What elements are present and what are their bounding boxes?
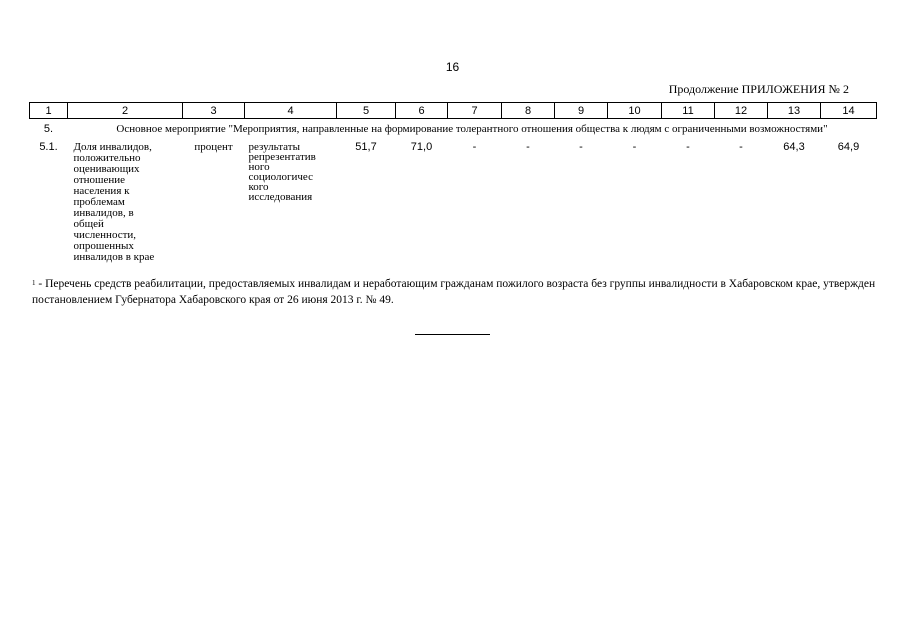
column-number-row xyxy=(30,103,877,119)
section-title: Основное мероприятие "Мероприятия, направленные на формирование толерантного отношения общества к людям с ограниченными возможностями" xyxy=(116,123,828,135)
source-line: репрезентатив xyxy=(248,151,316,163)
column-number: 7 xyxy=(448,103,502,119)
value-col-11: - xyxy=(686,141,690,153)
column-number: 14 xyxy=(821,103,877,119)
value-col-14: 64,9 xyxy=(837,141,860,153)
value-col-9: - xyxy=(579,141,583,153)
section-number: 5. xyxy=(43,123,54,135)
appendix-table xyxy=(29,102,877,263)
footnote-marker: 1 xyxy=(32,279,36,287)
source-line: исследования xyxy=(248,191,313,203)
column-number: 3 xyxy=(183,103,245,119)
indicator-line: общей xyxy=(73,218,104,230)
section-row xyxy=(30,119,877,136)
table-row xyxy=(30,135,877,263)
end-rule xyxy=(415,334,490,335)
value-col-5: 51,7 xyxy=(355,141,377,153)
indicator-line: отношение xyxy=(73,174,126,186)
value-col-12: - xyxy=(739,141,743,153)
row-number: 5.1. xyxy=(39,141,58,153)
value-col-7: - xyxy=(472,141,477,153)
source-line: социологичес xyxy=(248,171,313,183)
indicator-line: проблемам xyxy=(73,196,125,208)
footnote-text: - Перечень средств реабилитации, предоставляемых инвалидам и неработающим гражданам пожилого возраста без группы инвалидности в Хабаровском крае, утвержден постановлением Губернатора Хабаровского края от 26 июня 2013 г. № 49. xyxy=(32,278,876,306)
indicator-line: инвалидов в крае xyxy=(73,251,155,263)
continuation-caption: Продолжение ПРИЛОЖЕНИЯ № 2 xyxy=(668,82,849,96)
page-number: 16 xyxy=(445,60,460,74)
value-col-13: 64,3 xyxy=(783,141,805,153)
column-number: 9 xyxy=(555,103,608,119)
column-number: 5 xyxy=(337,103,396,119)
value-col-10: - xyxy=(632,141,637,153)
indicator-name xyxy=(68,135,183,263)
source-line: ного xyxy=(248,161,270,173)
indicator-line: численности, xyxy=(73,229,137,241)
source-line: кого xyxy=(248,181,269,193)
column-number: 12 xyxy=(715,103,768,119)
value-col-8: - xyxy=(526,141,530,153)
indicator-line: Доля инвалидов, xyxy=(73,141,152,153)
data-source xyxy=(245,135,337,263)
indicator-line: положительно xyxy=(73,152,141,164)
column-number: 6 xyxy=(396,103,448,119)
column-number: 4 xyxy=(245,103,337,119)
value-col-6: 71,0 xyxy=(410,141,433,153)
indicator-line: оценивающих xyxy=(73,163,140,175)
indicator-line: населения к xyxy=(73,185,130,197)
column-number: 2 xyxy=(68,103,183,119)
column-number: 10 xyxy=(608,103,662,119)
column-number: 11 xyxy=(662,103,715,119)
column-number: 8 xyxy=(502,103,555,119)
source-line: результаты xyxy=(248,141,300,153)
indicator-line: инвалидов, в xyxy=(73,207,134,219)
column-number: 13 xyxy=(768,103,821,119)
footnote xyxy=(32,276,877,308)
column-number: 1 xyxy=(30,103,68,119)
indicator-line: опрошенных xyxy=(73,240,134,252)
unit: процент xyxy=(194,141,233,153)
